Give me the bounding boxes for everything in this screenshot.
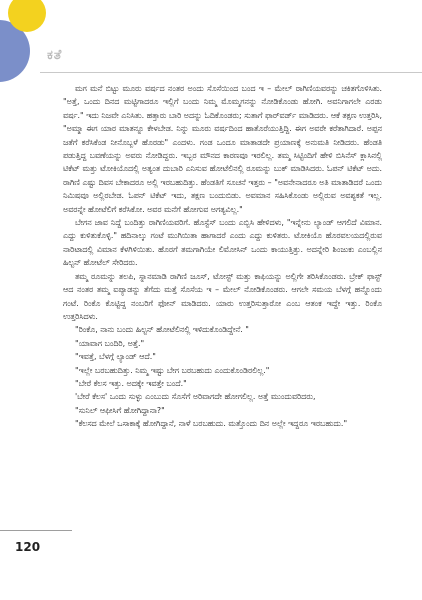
footer-divider — [0, 530, 72, 531]
story-body — [63, 82, 382, 431]
paragraph: ಬೇಗನ ಜಾವ ನಿದ್ದೆ ಬಂದಿತ್ತು ರಾಗಿಣಿಯವರಿಗೆ. ಹೊಸ್ಟೆಸ್ ಬಂದು ಎಬ್ಬಿಸಿ ಹೇಳಿದಳು, "ಇನ್ನೇನು ಲ್ಯಾಂಡ್ ಆಗಲಿದೆ ವಿಮಾನ. ಎದ್ದು ಕುಳಿತುಕೊಳ್ಳಿ." ಹದಿನಾಲ್ಕು ಗಂಟೆ ಮುಗಿಯಿತಾ ಹಾಗಾದರೆ ಎಂದು ಎದ್ದು ಕುಳಿತರು. ಟೋಕಿಯೊ ಹೊರವಲಯದಲ್ಲಿರುವ ನಾರಿಟಾದಲ್ಲಿ ವಿಮಾನ ಕೆಳಗಿಳಿಯಿತು. ಹೊರಗೆ ತಮಗಾಗಿಯೇ ಲಿಮೋಸಿನ್ ಒಂದು ಕಾಯುತ್ತಿತ್ತು. ಅದನ್ನೇರಿ ಶಿಂಜುಕು ಎಂಬಲ್ಲಿನ ಹಿಲ್ಟನ್ ಹೋಟೆಲ್ ಸೇರಿದರು. — [63, 218, 382, 268]
header-divider — [40, 72, 422, 73]
dialogue-line: "ಸುನಿಲ್ ಆಫೀಸಿಗೆ ಹೋಗಿದ್ದಾನಾ?" — [75, 405, 165, 415]
dialogue-line: "ಬೇರೆ ಕೆಲಸ ಇತ್ತು. ಅದಕ್ಕೇ ಇವತ್ತೇ ಬಂದೆ." — [75, 378, 187, 388]
paragraph: 'ಬೇರೆ ಕೆಲಸ' ಒಂದು ಸುಳ್ಳು ಎಂಬುದು ಸೊಸೆಗೆ ಅರಿವಾಗದೇ ಹೋಗಲಿಲ್ಲ. ಅತ್ತೆ ಮುಂದುವರಿದರು, — [75, 392, 316, 402]
section-label: ಕತೆ — [47, 48, 63, 63]
dialogue-line: "ಇವತ್ತೆ, ಬೆಳಗ್ಗೆ ಲ್ಯಾಂಡ್ ಆದೆ." — [75, 352, 156, 362]
dialogue-line: "ಯಾವಾಗ ಬಂದಿರಿ, ಅತ್ತೆ." — [75, 338, 145, 348]
dialogue-line: "ಕೆಲಸದ ಮೇಲೆ ಒಸಾಕಾಕ್ಕೆ ಹೋಗಿದ್ದಾನೆ, ನಾಳೆ ಬರಬಹುದು. ಮತ್ತೊಂದು ದಿನ ಅಲ್ಲೇ ಇದ್ದರೂ ಇರಬಹುದು." — [75, 419, 348, 429]
dialogue-line: "ರಿಂಕೊ, ನಾನು ಬಂದು ಹಿಲ್ಟನ್ ಹೋಟೆಲಿನಲ್ಲಿ ಇಳಿದುಕೊಂಡಿದ್ದೇನೆ. " — [75, 325, 249, 335]
paragraph: ತಮ್ಮ ರೂಮನ್ನು ತಲಪಿ, ಸ್ನಾನಮಾಡಿ ರಾಗಿಣಿ ಜೂಸ್, ಟೋಸ್ಟ್ ಮತ್ತು ಕಾಫಿಯನ್ನು ಅಲ್ಲಿಗೇ ತರಿಸಿಕೊಂಡರು. ಬ್ರೇಕ್ ಫಾಸ್ಟ್ ಆದ ನಂತರ ತಮ್ಮ ಐಪ್ಯಾಡನ್ನು ತೆಗೆದು ಮತ್ತೆ ಸೊಸೆಯ ಇ – ಮೇಲ್ ನೋಡಿಕೊಂಡರು. ಆಗಲೇ ಸಮಯ ಬೆಳಗ್ಗೆ ಹನ್ನೊಂದು ಗಂಟೆ. ರಿಂಕೊ ಕೊಟ್ಟಿದ್ದ ನಂಬರಿಗೆ ಫೋನ್ ಮಾಡಿದರು. ಯಾರು ಉತ್ತರಿಸುತ್ತಾರೋ ಎಂಬ ಆತಂಕ ಇದ್ದೇ ಇತ್ತು. ರಿಂಕೊ ಉತ್ತರಿಸಿದಳು. — [63, 271, 382, 321]
decorative-yellow-circle — [8, 0, 46, 32]
dialogue-line: "ಇಲ್ಲೇ ಬರಬಹುದಿತ್ತು. ನಿಮ್ಮ ಇಷ್ಟು ಬೇಗ ಬರಬಹುದು ಎಂದುಕೊಂಡಿರಲಿಲ್ಲ." — [75, 365, 270, 375]
paragraph: ಮಗ ಮನೆ ಬಿಟ್ಟು ಮೂರು ವರ್ಷದ ನಂತರ ಅಂದು ಸೊಸೆಯಿಂದ ಬಂದ ಇ – ಮೇಲ್ ರಾಗಿಣಿಯವರನ್ನು ಚಕಿತಗೊಳಿಸಿತು. "ಅತ್ತೆ, ಒಂದು ದಿನದ ಮಟ್ಟಿಗಾದರೂ ಇಲ್ಲಿಗೆ ಬಂದು ನಿಮ್ಮ ಮೊಮ್ಮಗನನ್ನು ನೋಡಿಕೊಂಡು ಹೋಗಿ. ಅವನಿಗಾಗಲೇ ಎರಡು ವರ್ಷ." ಇದು ನಿಜವೇ ಎನಿಸಿತು. ಹತ್ತಾರು ಬಾರಿ ಅದನ್ನು ಓದಿಕೊಂಡರು; ಸುತಾಗೆ ಫಾರ್‌ವರ್ಡ್ ಮಾಡಿದರು. ಆಕೆ ತಕ್ಷಣ ಉತ್ತರಿಸಿ, "ಅಮ್ಮಾ ಈಗ ಯಾರ ಮಾತನ್ನೂ ಕೇಳಬೇಡ. ನಿನ್ನು ಮೂರು ವರ್ಷದಿಂದ ಹಾತೊರೆಯುತ್ತಿದ್ದಿ. ಈಗ ಅವರೇ ಕರೆತಾಗಿದಾರೆ. ಅಪ್ಪನ ಜತೆಗೆ ಕರೆಸಿಕೆಂಡ ನೀನೊಬ್ಬಳೆ ಹೊರಡು" ಎಂದಳು. ಗಂಡ ಒಂದೂ ಮಾತಾಡದೇ ಪ್ರಯಾಣಕ್ಕೆ ಅನುಮತಿ ನೀಡಿದರು. ಹೆಂಡತಿ ಪಡುತ್ತಿದ್ದ ಬವಣೆಯನ್ನು ಅವರು ನೋಡಿದ್ದರು. ಇಬ್ಬರ ಮೌನದ ಕಾರಣವೂ ಇರಲಿಲ್ಲ. ತಮ್ಮ ಸಿಟ್ಟಿಂದಿಗೆ ಹೇಳಿ ಬಿಸಿನೆಸ್ ಕ್ಲಾಸಿನಲ್ಲಿ ಟಿಕೆಟ್ ಮತ್ತು ಟೋಕಿಯೊದಲ್ಲಿ ಅತ್ಯಂತ ದುಬಾರಿ ಎನಿಸುವ ಹೋಟೆಲಿನಲ್ಲಿ ರೂಮನ್ನು ಬುಕ್ ಮಾಡಿಸಿದರು. ಓಪನ್ ಟಿಕೆಟ್ ಅದು. ರಾಗಿಣಿ ಎಷ್ಟು ದಿವಸ ಬೇಕಾದರೂ ಅಲ್ಲಿ ಇರಬಹುದಿತ್ತು. ಹೆಂಡತಿಗೆ ಸೂಚನೆ ಇತ್ತರು – "ಅವನೇನಾದರೂ ಅತಿ ಮಾತಾಡಿದರೆ ಒಂದು ನಿಮಿಷವೂ ಅಲ್ಲಿರಬೇಡ. ಓಪನ್ ಟಿಕೆಟ್ ಇದು, ತಕ್ಷಣ ಬಂದುಬಿಡು. ಅವಮಾನ ಸಹಿಸಿಕೊಂಡು ಅಲ್ಲಿರುವ ಅವಶ್ಯಕತೆ ಇಲ್ಲ. ಅವರನ್ನೇ ಹೋಟೆಲಿಗೆ ಕರೆಸಿಕೋ. ಅವರ ಮನೆಗೆ ಹೋಗುವ ಅಗತ್ಯವಿಲ್ಲ." — [63, 84, 383, 214]
page-number: 120 — [15, 540, 41, 554]
